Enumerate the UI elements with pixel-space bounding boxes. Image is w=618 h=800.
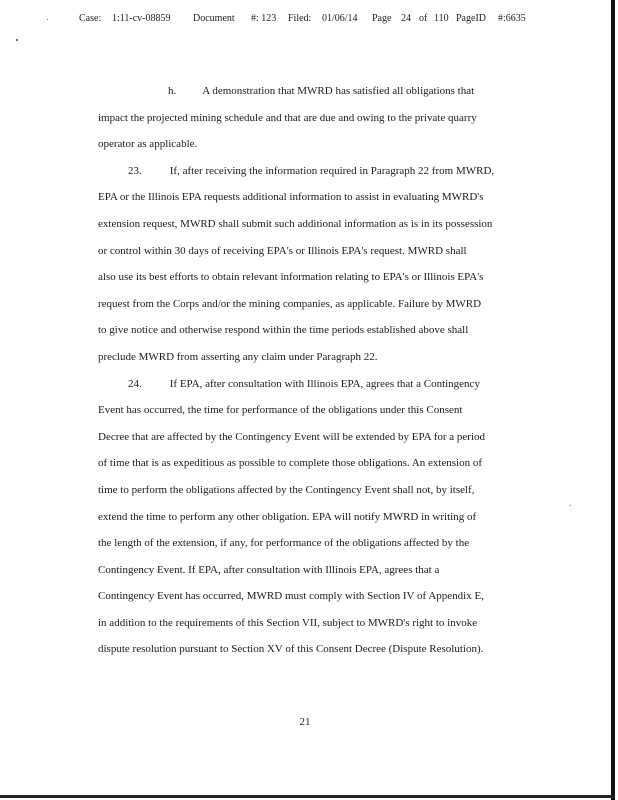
case-header (0, 13, 618, 29)
paragraph-24-line: Contingency Event has occurred, MWRD must comply with Section IV of Appendix E, (98, 590, 484, 603)
header-case-label: Case: (79, 13, 102, 24)
header-document-label: Document (193, 13, 235, 24)
paragraph-24-line: Contingency Event. If EPA, after consultation with Illinois EPA, agrees that a (98, 563, 440, 576)
paragraph-23-line: also use its best efforts to obtain relevant information relating to EPA's or Illinois EPA's (98, 271, 484, 284)
scan-speck (570, 505, 571, 506)
paragraph-24-line: in addition to the requirements of this Section VII, subject to MWRD's right to invoke (98, 616, 478, 629)
paragraph-23-line (98, 158, 518, 185)
paragraph-24-line: time to perform the obligations affected by the Contingency Event shall not, by itself, (98, 483, 475, 496)
header-page-label: Page (372, 13, 392, 24)
paragraph-24-line: Decree that are affected by the Contingency Event will be extended by EPA for a period (98, 430, 486, 443)
paragraph-h-line: impact the projected mining schedule and that are due and owing to the private quarry (98, 111, 477, 124)
paragraph-h-marker: h. (168, 85, 177, 97)
header-filed-label: Filed: (288, 13, 312, 24)
paragraph-23-line: or control within 30 days of receiving EPA's or Illinois EPA's request. MWRD shall (98, 244, 467, 257)
scan-edge-right (611, 0, 615, 800)
paragraph-24-line: of time that is as expeditious as possible to complete those obligations. An extension of (98, 457, 483, 470)
header-pageid-number: #:6635 (498, 13, 526, 24)
paragraph-23-number: 23. (128, 164, 142, 177)
paragraph-24-line: dispute resolution pursuant to Section XV of this Consent Decree (Dispute Resolution). (98, 643, 484, 656)
paragraph-h-text: A demonstration that MWRD has satisfied all obligations that (202, 85, 475, 97)
document-body (98, 78, 518, 663)
paragraph-h-line (98, 78, 518, 105)
paragraph-23-text: If, after receiving the information required in Paragraph 22 from MWRD, (169, 164, 495, 177)
header-of-label: of (419, 13, 428, 24)
paragraph-24-line (98, 371, 518, 398)
paragraph-24-line: extend the time to perform any other obligation. EPA will notify MWRD in writing of (98, 510, 477, 523)
header-page-number: 24 (401, 13, 411, 24)
paragraph-23-line: EPA or the Illinois EPA requests additional information to assist in evaluating MWRD's (98, 191, 484, 204)
paragraph-24-line: Event has occurred, the time for performance of the obligations under this Consent (98, 404, 463, 417)
paragraph-23-line: to give notice and otherwise respond within the time periods established above shall (98, 324, 469, 337)
header-case-number: 1:11-cv-08859 (112, 13, 171, 24)
paragraph-24-text: If EPA, after consultation with Illinois EPA, agrees that a Contingency (169, 377, 480, 390)
scan-edge-bottom (0, 795, 615, 798)
paragraph-h-line: operator as applicable. (98, 138, 198, 151)
paragraph-23-line: request from the Corps and/or the mining companies, as applicable. Failure by MWRD (98, 297, 482, 310)
paragraph-23-line: extension request, MWRD shall submit such additional information as is in its possession (98, 217, 493, 230)
paragraph-23-line: preclude MWRD from asserting any claim under Paragraph 22. (98, 350, 378, 363)
paragraph-24-number: 24. (128, 377, 142, 390)
header-total-pages: 110 (434, 13, 449, 24)
paragraph-24-line: the length of the extension, if any, for performance of the obligations affected by the (98, 537, 470, 550)
header-document-number: #: 123 (251, 13, 277, 24)
header-pageid-label: PageID (456, 13, 486, 24)
header-filed-date: 01/06/14 (322, 13, 358, 24)
scan-speck (16, 39, 18, 41)
scan-speck (47, 19, 48, 20)
page-number: 21 (299, 716, 311, 728)
